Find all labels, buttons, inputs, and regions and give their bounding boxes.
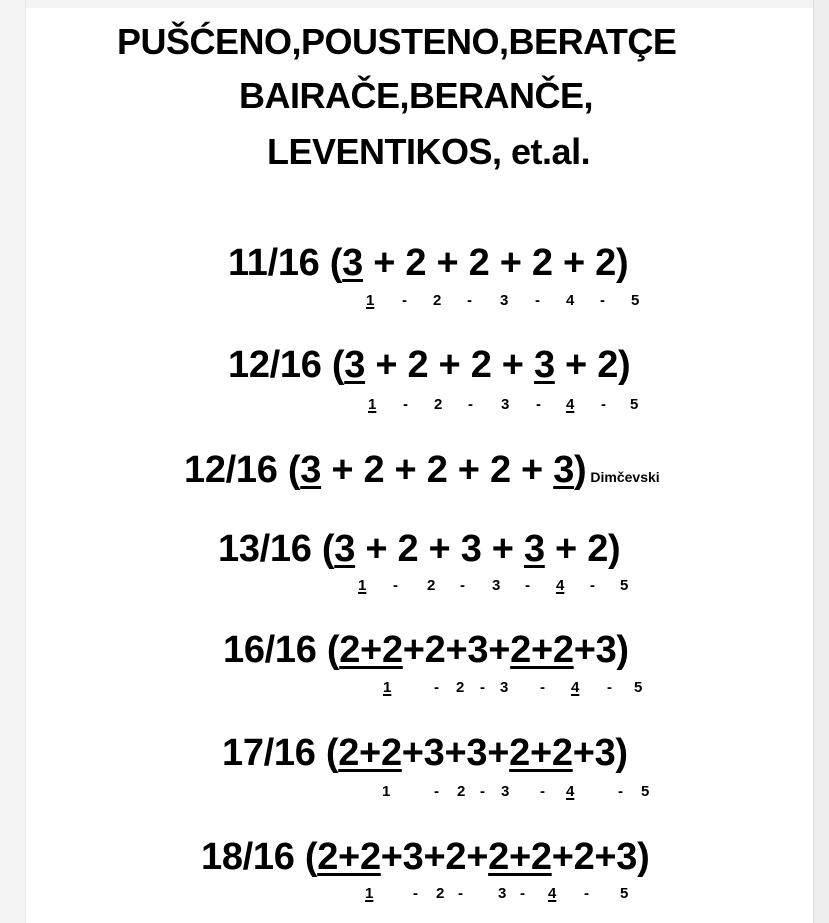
count-separator: -: [480, 783, 485, 800]
open-paren: (: [326, 629, 340, 671]
meter-formula: [228, 242, 628, 284]
beat-group: +3+2+: [380, 836, 489, 878]
meter-formula: [222, 732, 628, 774]
accented-beat-group: 2+2: [488, 836, 552, 878]
beat-group: + 2 + 3 +: [355, 528, 524, 570]
open-paren: (: [287, 449, 301, 491]
time-signature: 12/16: [228, 344, 322, 386]
beat-count: 1: [382, 783, 391, 800]
count-separator: -: [590, 577, 595, 594]
beat-group: +2+3: [551, 836, 638, 878]
accented-beat-group: 3: [523, 528, 545, 570]
count-separator: -: [402, 292, 407, 309]
accented-beat-group: 2+2: [510, 629, 574, 671]
close-paren: ): [637, 836, 650, 878]
beat-group: + 2 + 2 + 2 +: [321, 449, 554, 491]
beat-count: 3: [498, 885, 507, 902]
beat-count: 1: [368, 396, 377, 413]
beat-count: 3: [500, 679, 509, 696]
open-paren: (: [304, 836, 318, 878]
beat-group: +3: [572, 732, 616, 774]
beat-group: +2+3+: [402, 629, 511, 671]
attribution-note: Dimčevski: [590, 469, 660, 485]
page-left-margin: [0, 0, 26, 923]
beat-count: 4: [566, 396, 575, 413]
count-separator: -: [540, 783, 545, 800]
beat-count: 5: [620, 577, 629, 594]
beat-count: 5: [641, 783, 650, 800]
open-paren: (: [329, 242, 343, 284]
accented-beat-group: 2+2: [509, 732, 573, 774]
beat-count: 4: [548, 885, 557, 902]
count-separator: -: [600, 292, 605, 309]
close-paren: ): [615, 732, 628, 774]
meter-formula: [184, 449, 660, 498]
page-top-edge: [0, 0, 829, 8]
accented-beat-group: 2+2: [317, 836, 381, 878]
accented-beat-group: 2+2: [339, 629, 403, 671]
count-separator: -: [584, 885, 589, 902]
count-separator: -: [460, 577, 465, 594]
open-paren: (: [325, 732, 339, 774]
open-paren: (: [331, 344, 345, 386]
beat-count: 1: [358, 577, 367, 594]
beat-count: 2: [436, 885, 445, 902]
page-right-scroll-edge: [813, 0, 829, 923]
count-separator: -: [535, 292, 540, 309]
count-separator: -: [413, 885, 418, 902]
count-separator: -: [467, 292, 472, 309]
beat-group: + 2 + 2 +: [365, 344, 534, 386]
beat-count: 3: [501, 396, 510, 413]
beat-count: 4: [566, 783, 575, 800]
beat-count: 2: [427, 577, 436, 594]
beat-count: 1: [366, 292, 375, 309]
meter-formula: [228, 344, 630, 386]
count-separator: -: [393, 577, 398, 594]
title-line-3: LEVENTIKOS, et.al.: [267, 131, 591, 172]
close-paren: ): [618, 344, 631, 386]
beat-group: +3+3+: [401, 732, 510, 774]
beat-count: 1: [365, 885, 374, 902]
count-separator: -: [480, 679, 485, 696]
meter-formula: [223, 629, 629, 671]
beat-count: 5: [630, 396, 639, 413]
beat-count: 2: [456, 679, 465, 696]
count-separator: -: [520, 885, 525, 902]
beat-count: 5: [620, 885, 629, 902]
accented-beat-group: 3: [553, 449, 575, 491]
open-paren: (: [321, 528, 335, 570]
time-signature: 13/16: [218, 528, 312, 570]
beat-group: + 2: [544, 528, 609, 570]
time-signature: 16/16: [223, 629, 317, 671]
close-paren: ): [574, 449, 587, 491]
count-separator: -: [607, 679, 612, 696]
beat-count: 3: [501, 783, 510, 800]
beat-group: + 2 + 2 + 2 + 2: [362, 242, 616, 284]
time-signature: 12/16: [184, 449, 278, 491]
beat-count: 5: [634, 679, 643, 696]
count-separator: -: [403, 396, 408, 413]
beat-count: 4: [571, 679, 580, 696]
time-signature: 17/16: [222, 732, 316, 774]
count-separator: -: [525, 577, 530, 594]
meter-formula: [218, 528, 620, 570]
beat-group: + 2: [554, 344, 619, 386]
count-separator: -: [618, 783, 623, 800]
count-separator: -: [434, 783, 439, 800]
close-paren: ): [616, 629, 629, 671]
title-line-1: PUŠĆENO,POUSTENO,BERATÇE: [117, 21, 677, 62]
meter-formula: [201, 836, 650, 878]
beat-count: 2: [457, 783, 466, 800]
beat-group: +3: [573, 629, 617, 671]
title-line-2: BAIRAČE,BERANČE,: [239, 75, 594, 116]
count-separator: -: [458, 885, 463, 902]
time-signature: 18/16: [201, 836, 295, 878]
count-separator: -: [540, 679, 545, 696]
beat-count: 4: [556, 577, 565, 594]
accented-beat-group: 3: [342, 242, 363, 284]
count-separator: -: [536, 396, 541, 413]
count-separator: -: [468, 396, 473, 413]
beat-count: 2: [434, 396, 443, 413]
accented-beat-group: 3: [533, 344, 555, 386]
beat-count: 3: [500, 292, 509, 309]
beat-count: 5: [631, 292, 640, 309]
close-paren: ): [608, 528, 621, 570]
accented-beat-group: 3: [334, 528, 356, 570]
count-separator: -: [434, 679, 439, 696]
beat-count: 1: [383, 679, 392, 696]
close-paren: ): [615, 242, 629, 284]
accented-beat-group: 3: [344, 344, 366, 386]
beat-count: 3: [492, 577, 501, 594]
beat-count: 4: [566, 292, 575, 309]
accented-beat-group: 3: [300, 449, 322, 491]
accented-beat-group: 2+2: [338, 732, 402, 774]
beat-count: 2: [433, 292, 442, 309]
time-signature: 11/16: [228, 242, 320, 284]
count-separator: -: [601, 396, 606, 413]
